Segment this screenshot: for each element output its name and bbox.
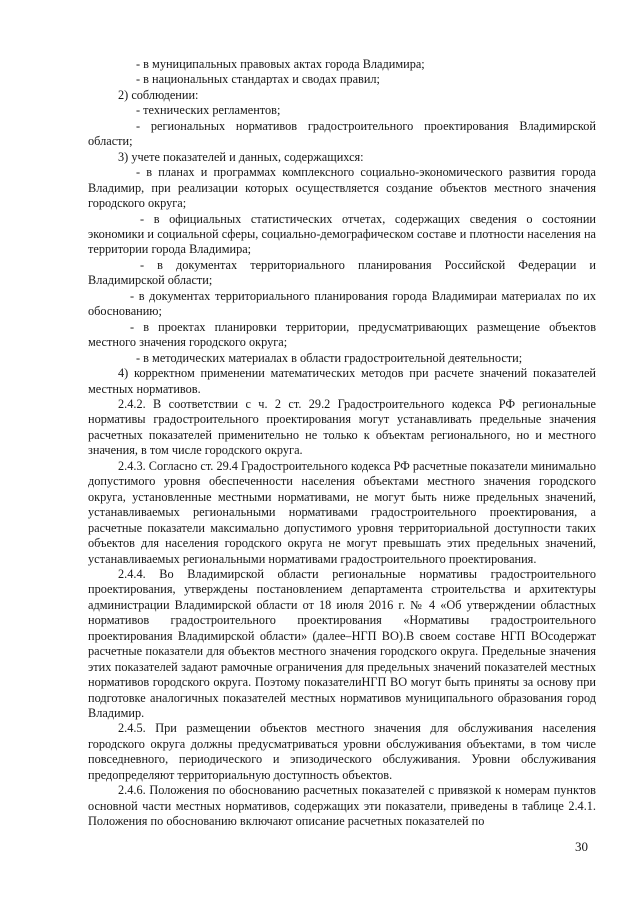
paragraph-2-4-4: 2.4.4. Во Владимирской области региональные нормативы градостроительного проектирования, утверждены постановлением департамента строительства и архитектуры администрации Владимирской области от 18 июля 2016 г. № 4 «Об утверждении областных нормативов градостроительного проектирования «Нормативы градостроительного проектирования Владимирской области» (далее–НГП ВО).В своем составе НГП ВОсодержат расчетные показатели для объектов местного значения городского округа. Предельные значения этих показателей задают рамочные ограничения для предельных значений показателей местных нормативов городского округа. Поэтому показателиНГП ВО могут быть приняты за основу при подготовке аналогичных показателей местных нормативов муниципального образования город Владимир. (88, 566, 596, 721)
paragraph-2-4-2: 2.4.2. В соответствии с ч. 2 ст. 29.2 Градостроительного кодекса РФ региональные нормативы градостроительного проектирования могут устанавливать предельные значения расчетных показателей применительно не только к объектам регионального, но и местного значения, в том числе городского округа. (88, 396, 596, 458)
list-item: 4) корректном применении математических методов при расчете значений показателей местных нормативов. (88, 366, 596, 396)
list-item: - в проектах планировки территории, предусматривающих размещение объектов местного значения городского округа; (88, 319, 596, 350)
list-item: - в национальных стандартах и сводах правил; (136, 72, 380, 87)
list-item: - в методических материалах в области градостроительной деятельности; (136, 350, 523, 365)
list-item: - в муниципальных правовых актах города Владимира; (136, 57, 425, 71)
list-item: - в планах и программах комплексного социально-экономического развития города Владимир, при реализации которых осуществляется создание объектов местного значения городского округа; (88, 165, 596, 211)
list-item: - в документах территориального планирования города Владимираи материалах по их обоснованию; (88, 288, 596, 319)
paragraph-2-4-5: 2.4.5. При размещении объектов местного значения для обслуживания населения городского округа должны предусматриваться уровни обслуживания объектами, в том числе повседневного, периодического и эпизодического обслуживания. Уровни обслуживания предопределяют территориальную доступность объектов. (88, 721, 596, 782)
paragraph-2-4-6: 2.4.6. Положения по обоснованию расчетных показателей с привязкой к номерам пунктов основной части местных нормативов, содержащих эти показатели, приведены в таблице 2.4.1. Положения по обоснованию включают описание расчетных показателей по (88, 783, 596, 829)
list-item: 3) учете показателей и данных, содержащихся: (118, 149, 364, 164)
list-item: - в официальных статистических отчетах, содержащих сведения о состоянии экономики и социальной сферы, социально-демографическом составе и плотности населения на территории города Владимира; (88, 211, 596, 257)
list-item: - технических регламентов; (136, 103, 281, 118)
paragraph-2-4-3: 2.4.3. Согласно ст. 29.4 Градостроительного кодекса РФ расчетные показатели минимально допустимого уровня обеспеченности населения объектами местного значения городского округа, установленные местными нормативами, не могут быть ниже предельных значений, устанавливаемых региональными нормативами градостроительного проектирования, а расчетные показатели максимально допустимого уровня территориальной доступности таких объектов для населения городского округа не могут превышать этих предельных значений, устанавливаемых региональными нормативами градостроительного проектирования. (88, 458, 596, 566)
page-number: 30 (575, 839, 588, 854)
list-item: - региональных нормативов градостроительного проектирования Владимирской области; (88, 118, 596, 149)
list-item: - в документах территориального планирования Российской Федерации и Владимирской области; (88, 257, 596, 288)
list-item: 2) соблюдении: (118, 87, 199, 102)
document-body (88, 57, 596, 830)
